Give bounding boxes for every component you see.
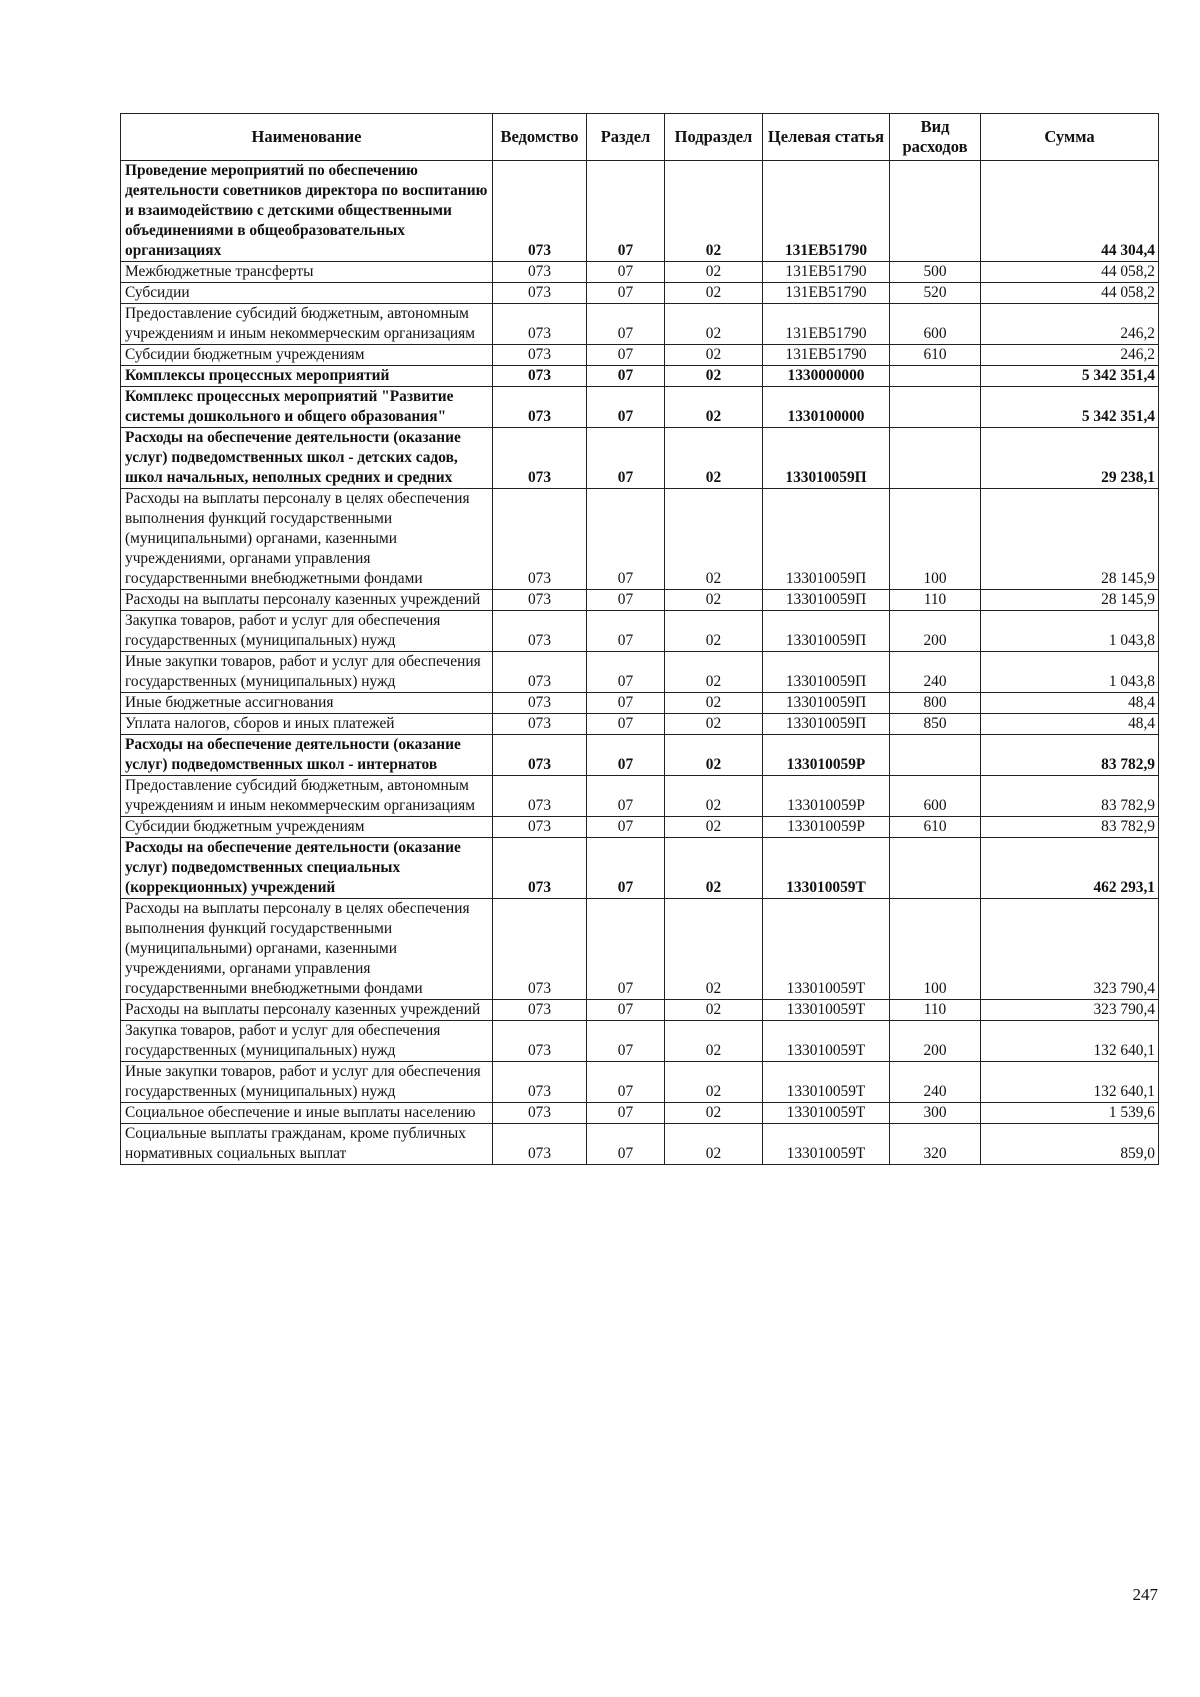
cell-amount: 29 238,1 <box>981 428 1159 489</box>
cell-amount: 246,2 <box>981 304 1159 345</box>
table-row <box>121 262 1159 283</box>
table-row <box>121 693 1159 714</box>
cell-section: 07 <box>587 304 665 345</box>
cell-name: Социальное обеспечение и иные выплаты населению <box>121 1103 493 1124</box>
cell-department: 073 <box>493 817 587 838</box>
cell-target-item: 133010059Р <box>763 735 890 776</box>
header-name: Наименование <box>121 114 493 161</box>
table-row <box>121 838 1159 899</box>
table-row <box>121 366 1159 387</box>
table-row <box>121 345 1159 366</box>
cell-subsection: 02 <box>665 899 763 1000</box>
header-section: Раздел <box>587 114 665 161</box>
cell-target-item: 131EB51790 <box>763 304 890 345</box>
cell-name: Комплекс процессных мероприятий "Развитие системы дошкольного и общего образования" <box>121 387 493 428</box>
cell-name: Расходы на обеспечение деятельности (оказание услуг) подведомственных школ - интернатов <box>121 735 493 776</box>
cell-target-item: 133010059Т <box>763 1103 890 1124</box>
cell-target-item: 1330000000 <box>763 366 890 387</box>
cell-target-item: 133010059Р <box>763 776 890 817</box>
cell-name: Проведение мероприятий по обеспечению деятельности советников директора по воспитанию и взаимодействию с детскими общественными объединениями в общеобразовательных организациях <box>121 161 493 262</box>
cell-subsection: 02 <box>665 590 763 611</box>
cell-subsection: 02 <box>665 776 763 817</box>
cell-name: Иные закупки товаров, работ и услуг для обеспечения государственных (муниципальных) нужд <box>121 652 493 693</box>
cell-department: 073 <box>493 611 587 652</box>
cell-subsection: 02 <box>665 1021 763 1062</box>
table-row <box>121 899 1159 1000</box>
header-target-item: Целевая статья <box>763 114 890 161</box>
cell-name: Иные бюджетные ассигнования <box>121 693 493 714</box>
cell-subsection: 02 <box>665 345 763 366</box>
table-row <box>121 1062 1159 1103</box>
cell-subsection: 02 <box>665 735 763 776</box>
cell-subsection: 02 <box>665 283 763 304</box>
table-row <box>121 776 1159 817</box>
cell-subsection: 02 <box>665 693 763 714</box>
cell-target-item: 133010059П <box>763 693 890 714</box>
cell-subsection: 02 <box>665 817 763 838</box>
cell-subsection: 02 <box>665 838 763 899</box>
cell-amount: 246,2 <box>981 345 1159 366</box>
table-row <box>121 387 1159 428</box>
cell-section: 07 <box>587 1000 665 1021</box>
cell-target-item: 131EB51790 <box>763 262 890 283</box>
table-row <box>121 817 1159 838</box>
table-row <box>121 489 1159 590</box>
cell-subsection: 02 <box>665 652 763 693</box>
cell-section: 07 <box>587 428 665 489</box>
cell-amount: 5 342 351,4 <box>981 366 1159 387</box>
cell-expense-type: 600 <box>890 776 981 817</box>
table-row <box>121 652 1159 693</box>
cell-name: Предоставление субсидий бюджетным, автономным учреждениям и иным некоммерческим организациям <box>121 304 493 345</box>
cell-name: Уплата налогов, сборов и иных платежей <box>121 714 493 735</box>
cell-target-item: 133010059П <box>763 590 890 611</box>
cell-department: 073 <box>493 283 587 304</box>
cell-department: 073 <box>493 776 587 817</box>
budget-table <box>120 113 1159 1165</box>
cell-department: 073 <box>493 1062 587 1103</box>
cell-section: 07 <box>587 262 665 283</box>
cell-target-item: 133010059П <box>763 652 890 693</box>
cell-expense-type: 610 <box>890 345 981 366</box>
header-amount: Сумма <box>981 114 1159 161</box>
cell-amount: 462 293,1 <box>981 838 1159 899</box>
cell-amount: 44 058,2 <box>981 262 1159 283</box>
cell-amount: 48,4 <box>981 693 1159 714</box>
cell-name: Расходы на выплаты персоналу казенных учреждений <box>121 590 493 611</box>
cell-department: 073 <box>493 161 587 262</box>
cell-expense-type: 500 <box>890 262 981 283</box>
cell-target-item: 133010059Т <box>763 1000 890 1021</box>
cell-target-item: 131EB51790 <box>763 161 890 262</box>
cell-section: 07 <box>587 1062 665 1103</box>
cell-subsection: 02 <box>665 262 763 283</box>
cell-section: 07 <box>587 714 665 735</box>
cell-department: 073 <box>493 714 587 735</box>
cell-target-item: 133010059Р <box>763 817 890 838</box>
cell-department: 073 <box>493 590 587 611</box>
cell-subsection: 02 <box>665 304 763 345</box>
cell-department: 073 <box>493 838 587 899</box>
cell-target-item: 133010059П <box>763 489 890 590</box>
cell-target-item: 1330100000 <box>763 387 890 428</box>
cell-expense-type <box>890 735 981 776</box>
cell-amount: 44 304,4 <box>981 161 1159 262</box>
cell-department: 073 <box>493 735 587 776</box>
cell-amount: 83 782,9 <box>981 776 1159 817</box>
cell-target-item: 133010059П <box>763 714 890 735</box>
table-row <box>121 735 1159 776</box>
cell-section: 07 <box>587 366 665 387</box>
cell-expense-type: 520 <box>890 283 981 304</box>
cell-amount: 132 640,1 <box>981 1021 1159 1062</box>
cell-subsection: 02 <box>665 387 763 428</box>
cell-department: 073 <box>493 899 587 1000</box>
cell-amount: 83 782,9 <box>981 817 1159 838</box>
cell-name: Расходы на выплаты персоналу казенных учреждений <box>121 1000 493 1021</box>
cell-department: 073 <box>493 489 587 590</box>
cell-amount: 1 043,8 <box>981 611 1159 652</box>
cell-name: Комплексы процессных мероприятий <box>121 366 493 387</box>
cell-amount: 28 145,9 <box>981 489 1159 590</box>
cell-expense-type: 600 <box>890 304 981 345</box>
cell-subsection: 02 <box>665 611 763 652</box>
cell-name: Межбюджетные трансферты <box>121 262 493 283</box>
cell-section: 07 <box>587 161 665 262</box>
cell-subsection: 02 <box>665 161 763 262</box>
cell-section: 07 <box>587 1021 665 1062</box>
cell-expense-type <box>890 428 981 489</box>
cell-department: 073 <box>493 1103 587 1124</box>
cell-department: 073 <box>493 304 587 345</box>
cell-name: Иные закупки товаров, работ и услуг для обеспечения государственных (муниципальных) нужд <box>121 1062 493 1103</box>
cell-expense-type: 110 <box>890 1000 981 1021</box>
cell-expense-type <box>890 387 981 428</box>
budget-sheet <box>120 113 1158 1165</box>
header-department: Ведомство <box>493 114 587 161</box>
cell-name: Закупка товаров, работ и услуг для обеспечения государственных (муниципальных) нужд <box>121 611 493 652</box>
cell-department: 073 <box>493 345 587 366</box>
cell-department: 073 <box>493 428 587 489</box>
cell-target-item: 133010059П <box>763 611 890 652</box>
header-expense-type: Вид расходов <box>890 114 981 161</box>
cell-name: Расходы на выплаты персоналу в целях обеспечения выполнения функций государственными (муниципальными) органами, казенными учреждениями, органами управления государственными внебюджетными фондами <box>121 899 493 1000</box>
cell-target-item: 133010059Т <box>763 838 890 899</box>
cell-expense-type <box>890 838 981 899</box>
cell-expense-type: 100 <box>890 489 981 590</box>
cell-subsection: 02 <box>665 1000 763 1021</box>
cell-name: Субсидии бюджетным учреждениям <box>121 345 493 366</box>
cell-target-item: 133010059Т <box>763 899 890 1000</box>
cell-expense-type: 240 <box>890 652 981 693</box>
cell-expense-type: 200 <box>890 1021 981 1062</box>
cell-amount: 44 058,2 <box>981 283 1159 304</box>
cell-target-item: 131EB51790 <box>763 283 890 304</box>
cell-subsection: 02 <box>665 428 763 489</box>
cell-department: 073 <box>493 1000 587 1021</box>
cell-amount: 323 790,4 <box>981 899 1159 1000</box>
cell-expense-type: 610 <box>890 817 981 838</box>
cell-target-item: 133010059Т <box>763 1062 890 1103</box>
cell-department: 073 <box>493 652 587 693</box>
cell-expense-type: 850 <box>890 714 981 735</box>
cell-expense-type: 800 <box>890 693 981 714</box>
cell-section: 07 <box>587 838 665 899</box>
cell-expense-type: 110 <box>890 590 981 611</box>
table-row <box>121 161 1159 262</box>
cell-target-item: 131EB51790 <box>763 345 890 366</box>
cell-expense-type <box>890 366 981 387</box>
cell-amount: 323 790,4 <box>981 1000 1159 1021</box>
cell-section: 07 <box>587 652 665 693</box>
cell-expense-type <box>890 161 981 262</box>
cell-name: Расходы на обеспечение деятельности (оказание услуг) подведомственных школ - детских садов, школ начальных, неполных средних и средних <box>121 428 493 489</box>
cell-target-item: 133010059П <box>763 428 890 489</box>
table-row <box>121 1000 1159 1021</box>
cell-amount: 1 539,6 <box>981 1103 1159 1124</box>
cell-department: 073 <box>493 262 587 283</box>
cell-department: 073 <box>493 1021 587 1062</box>
cell-section: 07 <box>587 590 665 611</box>
cell-section: 07 <box>587 735 665 776</box>
cell-name: Социальные выплаты гражданам, кроме публичных нормативных социальных выплат <box>121 1124 493 1165</box>
table-row <box>121 714 1159 735</box>
cell-expense-type: 100 <box>890 899 981 1000</box>
cell-subsection: 02 <box>665 1062 763 1103</box>
cell-expense-type: 240 <box>890 1062 981 1103</box>
cell-section: 07 <box>587 611 665 652</box>
table-row <box>121 590 1159 611</box>
table-row <box>121 283 1159 304</box>
table-row <box>121 1103 1159 1124</box>
cell-section: 07 <box>587 1103 665 1124</box>
cell-section: 07 <box>587 817 665 838</box>
cell-amount: 28 145,9 <box>981 590 1159 611</box>
page-number: 247 <box>1132 1585 1158 1604</box>
cell-department: 073 <box>493 366 587 387</box>
cell-section: 07 <box>587 693 665 714</box>
cell-section: 07 <box>587 283 665 304</box>
cell-department: 073 <box>493 1124 587 1165</box>
table-header-row <box>121 114 1159 161</box>
cell-amount: 83 782,9 <box>981 735 1159 776</box>
cell-target-item: 133010059Т <box>763 1021 890 1062</box>
cell-subsection: 02 <box>665 366 763 387</box>
cell-amount: 48,4 <box>981 714 1159 735</box>
table-row <box>121 304 1159 345</box>
cell-subsection: 02 <box>665 1103 763 1124</box>
cell-expense-type: 300 <box>890 1103 981 1124</box>
table-row <box>121 1021 1159 1062</box>
cell-department: 073 <box>493 693 587 714</box>
cell-name: Субсидии бюджетным учреждениям <box>121 817 493 838</box>
cell-subsection: 02 <box>665 489 763 590</box>
cell-name: Предоставление субсидий бюджетным, автономным учреждениям и иным некоммерческим организациям <box>121 776 493 817</box>
cell-section: 07 <box>587 345 665 366</box>
table-body <box>121 161 1159 1165</box>
cell-section: 07 <box>587 1124 665 1165</box>
cell-name: Закупка товаров, работ и услуг для обеспечения государственных (муниципальных) нужд <box>121 1021 493 1062</box>
cell-expense-type: 320 <box>890 1124 981 1165</box>
table-row <box>121 428 1159 489</box>
cell-amount: 132 640,1 <box>981 1062 1159 1103</box>
cell-section: 07 <box>587 387 665 428</box>
cell-expense-type: 200 <box>890 611 981 652</box>
cell-amount: 1 043,8 <box>981 652 1159 693</box>
cell-subsection: 02 <box>665 1124 763 1165</box>
cell-name: Расходы на обеспечение деятельности (оказание услуг) подведомственных специальных (коррекционных) учреждений <box>121 838 493 899</box>
cell-section: 07 <box>587 776 665 817</box>
cell-amount: 859,0 <box>981 1124 1159 1165</box>
header-subsection: Подраздел <box>665 114 763 161</box>
cell-target-item: 133010059Т <box>763 1124 890 1165</box>
cell-amount: 5 342 351,4 <box>981 387 1159 428</box>
cell-section: 07 <box>587 899 665 1000</box>
table-row <box>121 611 1159 652</box>
cell-name: Субсидии <box>121 283 493 304</box>
cell-department: 073 <box>493 387 587 428</box>
cell-name: Расходы на выплаты персоналу в целях обеспечения выполнения функций государственными (муниципальными) органами, казенными учреждениями, органами управления государственными внебюджетными фондами <box>121 489 493 590</box>
cell-subsection: 02 <box>665 714 763 735</box>
table-row <box>121 1124 1159 1165</box>
cell-section: 07 <box>587 489 665 590</box>
